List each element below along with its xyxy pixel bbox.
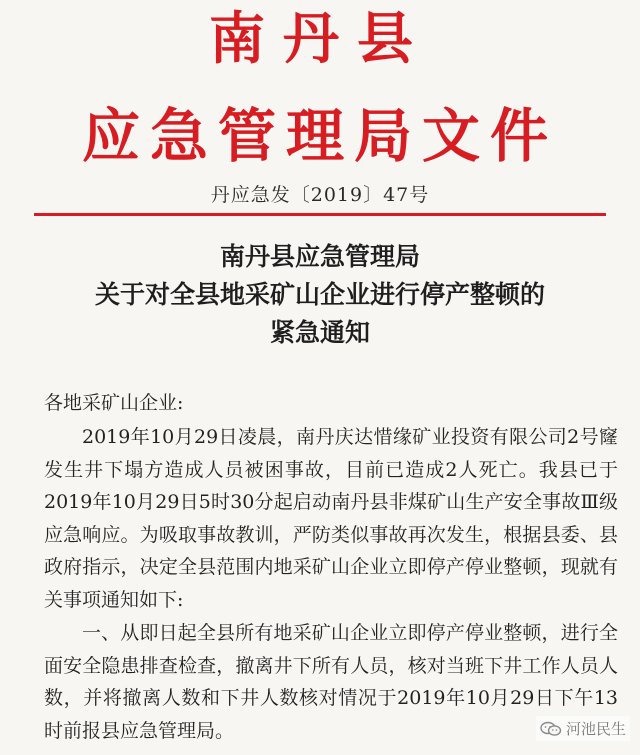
title-line-3: 紧急通知 xyxy=(269,318,370,347)
wechat-icon xyxy=(540,721,562,737)
body-paragraph-2: 一、从即日起全县所有地采矿山企业立即停产停业整顿，进行全面安全隐患排查检查，撤离井下所有人员，核对当班下井工作人员人数，并将撤离人数和下井人数核对情况于2019年10月29日下午13时前报县应急管理局。 xyxy=(44,622,618,742)
title-line-1: 南丹县应急管理局 xyxy=(219,242,420,271)
document-type-heading: 应急管理局文件 xyxy=(81,102,558,170)
watermark xyxy=(536,716,630,741)
red-divider xyxy=(34,213,606,216)
document-number: 丹应急发〔2019〕47号 xyxy=(210,184,430,206)
body-paragraph-1: 2019年10月29日凌晨，南丹庆达惜缘矿业投资有限公司2号窿发生井下塌方造成人员被困事故，目前已造成2人死亡。我县已于2019年10月29日5时30分起启动南丹县非煤矿山生产安全事故Ⅲ级应急响应。为吸取事故教训，严防类似事故再次发生，根据县委、县政府指示，决定全县范围内地采矿山企业立即停产停业整顿，现就有关事项通知如下: xyxy=(44,426,618,611)
issuer-name: 南丹县 xyxy=(209,6,431,72)
watermark-text: 河池民生 xyxy=(565,720,626,738)
salutation: 各地采矿山企业: xyxy=(44,392,184,414)
title-line-2: 关于对全县地采矿山企业进行停产整顿的 xyxy=(94,280,545,309)
